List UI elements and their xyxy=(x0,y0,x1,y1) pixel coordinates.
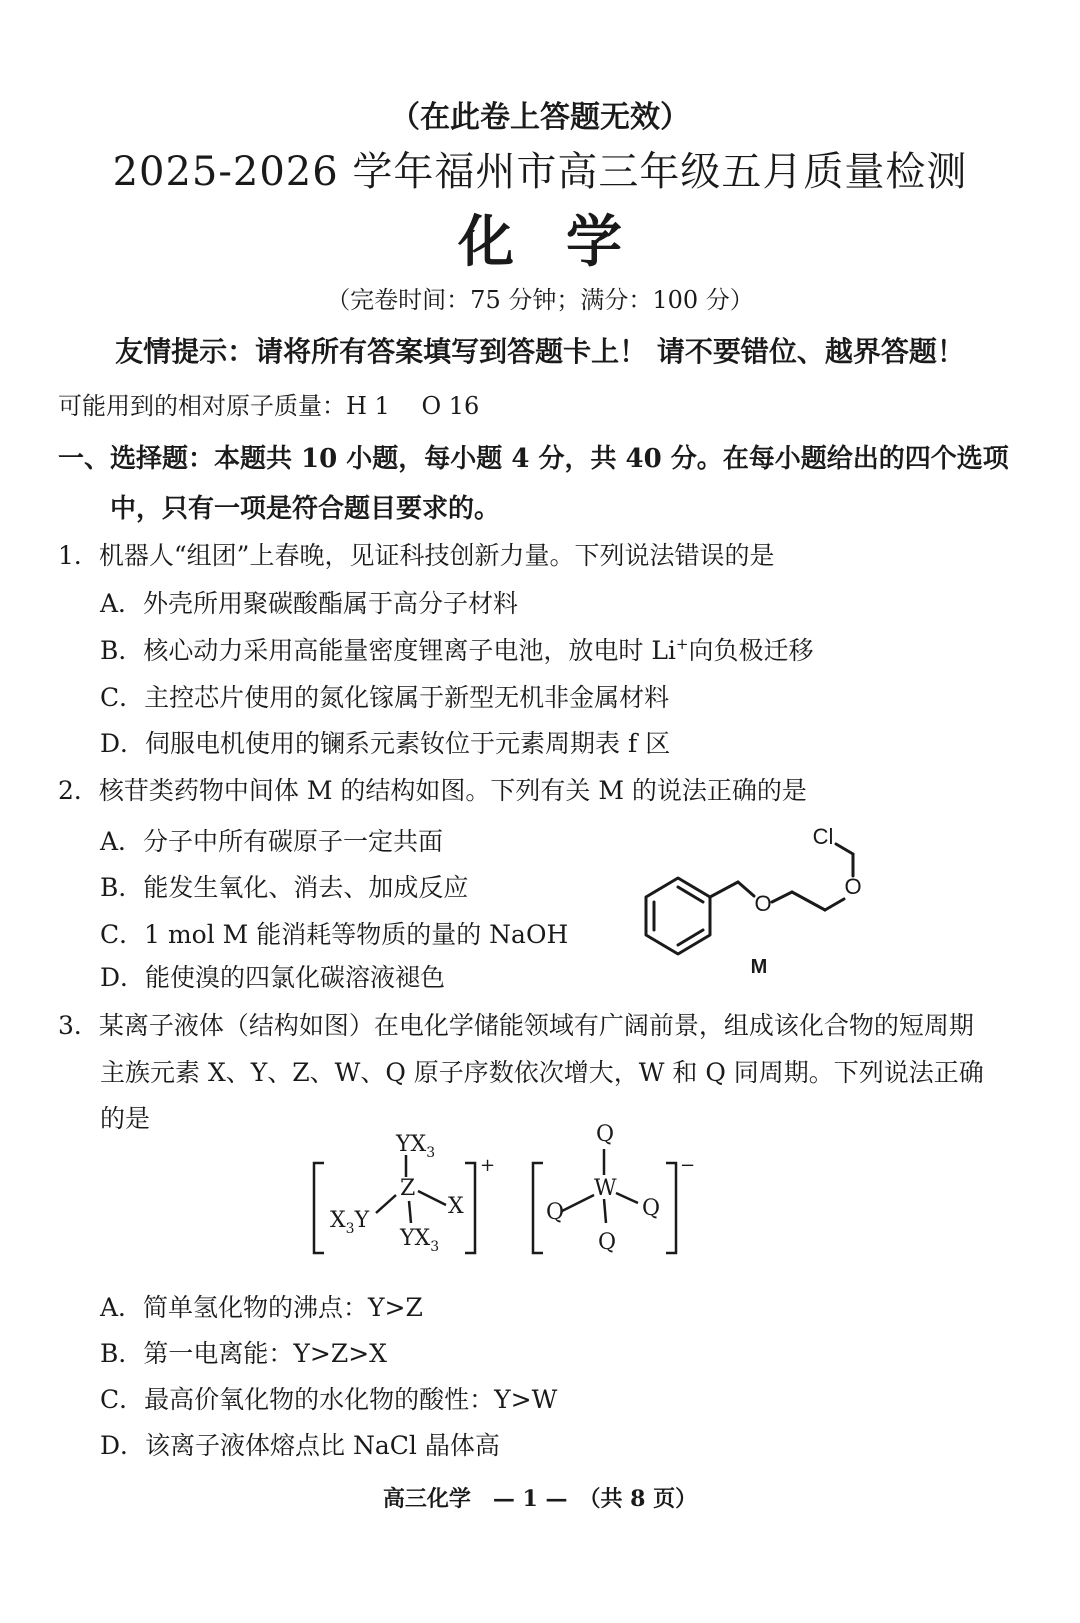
molecule-label: M xyxy=(750,956,768,978)
atom-label: Z xyxy=(400,1176,416,1201)
atom-label: $YX_3$ xyxy=(400,1226,440,1255)
q3-option-d: D．该离子液体熔点比 NaCl 晶体高 xyxy=(100,1431,500,1460)
right-bracket xyxy=(465,1163,475,1253)
subject-title: 化学 xyxy=(458,209,674,275)
q2-stem: 2．核苷类药物中间体 M 的结构如图。下列有关 M 的说法正确的是 xyxy=(58,776,807,805)
chlorine-atom: Cl xyxy=(812,824,834,849)
q1-option-d: D．伺服电机使用的镧系元素钕位于元素周期表 f 区 xyxy=(100,729,671,758)
q2-option-c: C．1 mol M 能消耗等物质的量的 NaOH xyxy=(100,920,569,949)
q1-option-b-text-end: 向负极迁移 xyxy=(688,636,814,665)
bond xyxy=(738,882,754,896)
friendly-reminder: 友情提示：请将所有答案填写到答题卡上！ 请不要错位、越界答题！ xyxy=(115,335,965,368)
q3-option-b: B．第一电离能：Y>Z>X xyxy=(100,1339,387,1368)
atom-label: Q xyxy=(546,1200,565,1225)
q1-option-c: C．主控芯片使用的氮化镓属于新型无机非金属材料 xyxy=(100,683,670,712)
atom-label: W xyxy=(594,1176,617,1201)
bond xyxy=(376,1195,396,1213)
anion-charge: − xyxy=(680,1155,696,1176)
section-heading-cont: 中，只有一项是符合题目要求的。 xyxy=(110,494,501,524)
q3-stem-line3: 的是 xyxy=(100,1104,151,1133)
atom-label: $YX_3$ xyxy=(396,1132,436,1161)
atom-label: $X_3Y$ xyxy=(330,1208,370,1237)
right-bracket xyxy=(666,1163,676,1253)
atom-label: Q xyxy=(642,1196,661,1221)
molecule-m-structure xyxy=(640,812,920,997)
q3-option-a: A．简单氢化物的沸点：Y>Z xyxy=(100,1293,423,1322)
q3-option-c: C．最高价氧化物的水化物的酸性：Y>W xyxy=(100,1385,558,1414)
bond xyxy=(710,882,738,897)
atom-label: X xyxy=(448,1194,464,1219)
left-bracket xyxy=(314,1163,324,1253)
bond xyxy=(604,1199,606,1223)
relative-atomic-mass: 可能用到的相对原子质量：H 1 O 16 xyxy=(58,392,480,420)
q1-option-b-text: B．核心动力采用高能量密度锂离子电池，放电时 Li xyxy=(100,636,676,665)
bond xyxy=(836,844,853,854)
left-bracket xyxy=(533,1163,543,1253)
bond xyxy=(409,1201,411,1223)
q2-option-a: A．分子中所有碳原子一定共面 xyxy=(100,827,444,856)
bond xyxy=(772,892,792,902)
bond xyxy=(418,1191,446,1205)
bond xyxy=(616,1193,638,1203)
q2-option-b: B．能发生氧化、消去、加成反应 xyxy=(100,873,469,902)
benzene-ring xyxy=(646,878,710,954)
exam-time-info: （完卷时间：75 分钟；满分：100 分） xyxy=(326,286,754,314)
q2-option-d: D．能使溴的四氯化碳溶液褪色 xyxy=(100,963,446,992)
li-ion-charge: + xyxy=(675,635,689,653)
bond xyxy=(792,892,825,910)
cation-charge: + xyxy=(480,1155,496,1176)
page-footer: 高三化学 — 1 — （共 8 页） xyxy=(382,1486,698,1512)
exam-title: 2025-2026 学年福州市高三年级五月质量检测 xyxy=(112,149,968,195)
bond xyxy=(562,1195,594,1211)
ionic-liquid-structure xyxy=(300,1115,720,1265)
oxygen-atom: O xyxy=(844,874,862,899)
bond xyxy=(825,899,844,910)
q3-stem: 3．某离子液体（结构如图）在电化学储能领域有广阔前景，组成该化合物的短周期 xyxy=(58,1011,974,1040)
atom-label: Q xyxy=(596,1122,615,1147)
oxygen-atom: O xyxy=(754,891,772,916)
invalid-answer-notice: （在此卷上答题无效） xyxy=(390,100,690,135)
section-heading: 一、选择题：本题共 10 小题，每小题 4 分，共 40 分。在每小题给出的四个选项 xyxy=(58,444,1009,474)
q1-option-b xyxy=(100,631,814,667)
q1-stem: 1．机器人“组团”上春晚，见证科技创新力量。下列说法错误的是 xyxy=(58,541,775,570)
q3-stem-line2: 主族元素 X、Y、Z、W、Q 原子序数依次增大，W 和 Q 同周期。下列说法正确 xyxy=(100,1058,984,1087)
atom-label: Q xyxy=(598,1230,617,1255)
q1-option-a: A．外壳所用聚碳酸酯属于高分子材料 xyxy=(100,589,519,618)
